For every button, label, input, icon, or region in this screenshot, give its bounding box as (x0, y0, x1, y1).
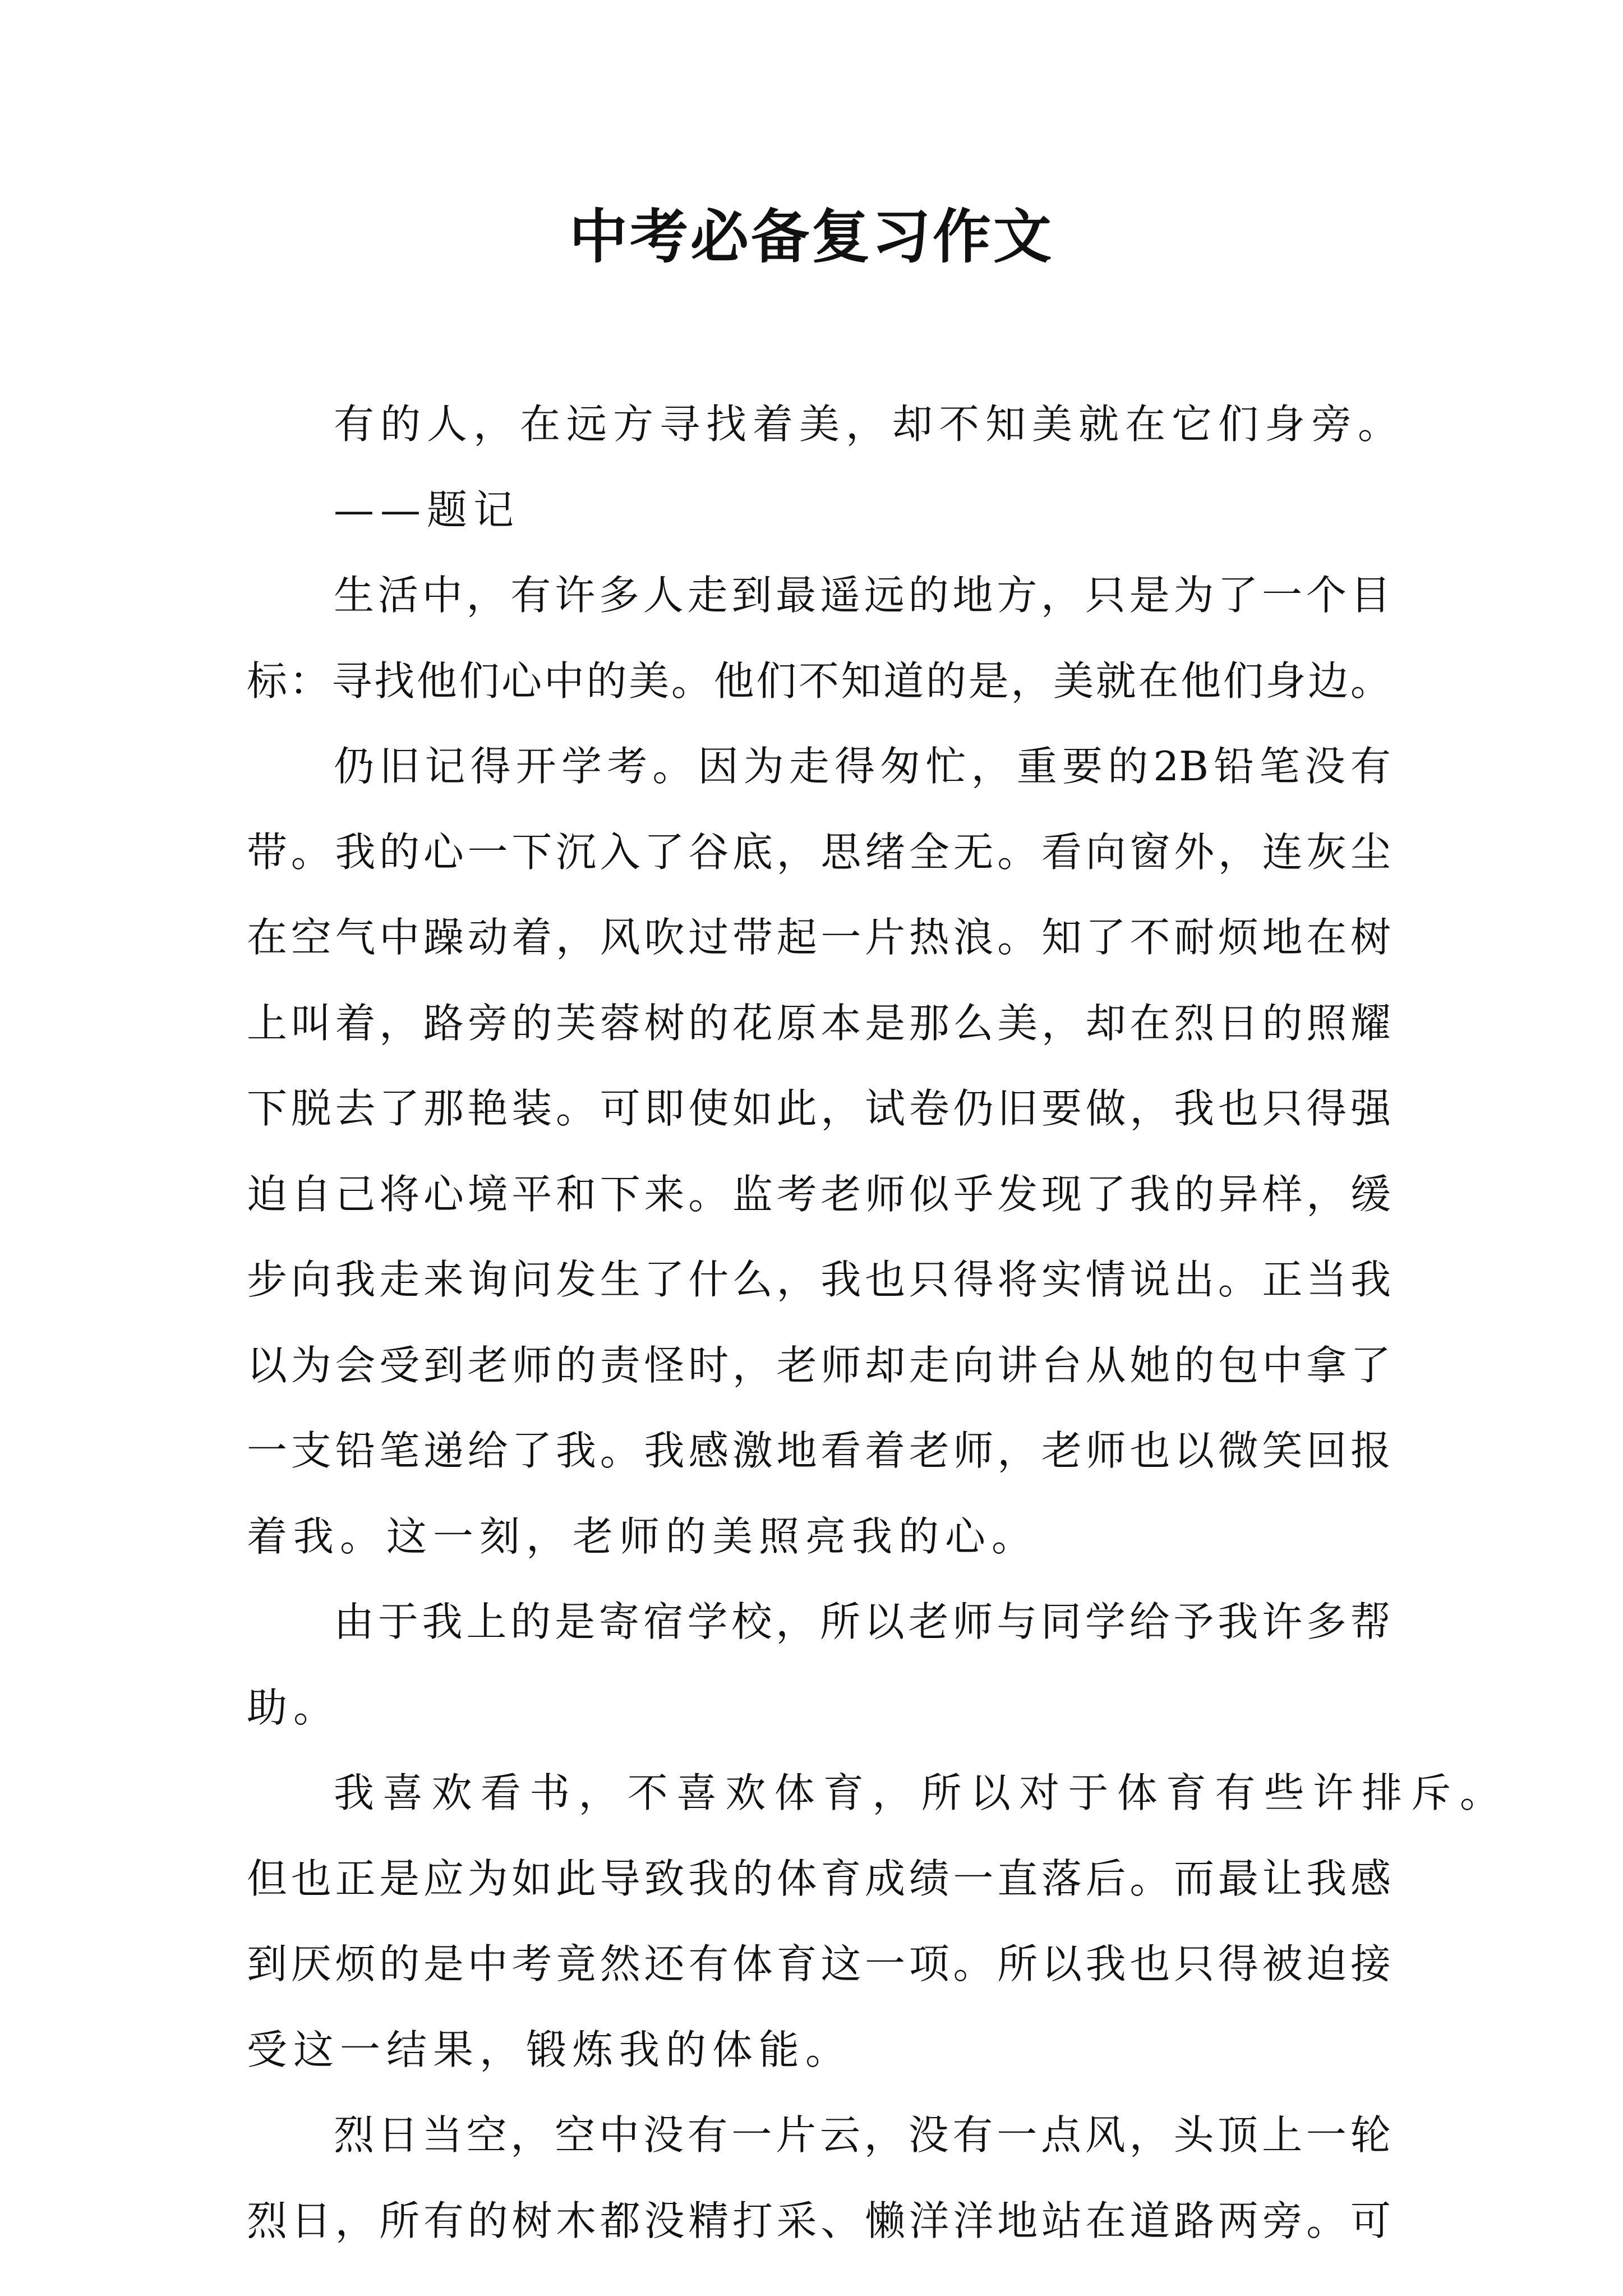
text-line: 受这一结果，锻炼我的体能。 (247, 2026, 852, 2073)
text-line: ——题记 (334, 486, 520, 533)
text-line: 着我。这一刻，老师的美照亮我的心。 (247, 1512, 1039, 1560)
text-line: 仍 旧 记 得 开 学 考 。 因 为 走 得 匆 忙 ， 重 要 的 2B 铅 笔 没 有 (334, 743, 1391, 790)
text-line: 到 厌 烦 的 是 中 考 竟 然 还 有 体 育 这 一 项 。 所 以 我 也 只 得 被 迫 接 (247, 1940, 1391, 1987)
text-line: 在 空 气 中 躁 动 着 ， 风 吹 过 带 起 一 片 热 浪 。 知 了 不 耐 烦 地 在 树 (247, 914, 1391, 961)
text-line: 带 。 我 的 心 一 下 沉 入 了 谷 底 ， 思 绪 全 无 。 看 向 窗 外 ， 连 灰 尘 (247, 828, 1391, 876)
document-title: 中考必备复习作文 (569, 203, 1054, 271)
text-line: 我 喜 欢 看 书 ， 不 喜 欢 体 育 ， 所 以 对 于 体 育 有 些 许 排 斥 。 (334, 1769, 1500, 1816)
text-line: 一 支 铅 笔 递 给 了 我 。 我 感 激 地 看 着 老 师 ， 老 师 也 以 微 笑 回 报 (247, 1427, 1391, 1474)
text-line: 上 叫 着 ， 路 旁 的 芙 蓉 树 的 花 原 本 是 那 么 美 ， 却 在 烈 日 的 照 耀 (247, 999, 1391, 1047)
document-body (247, 381, 1500, 2263)
text-line: 烈 日 ， 所 有 的 树 木 都 没 精 打 采 、 懒 洋 洋 地 站 在 道 路 两 旁 。 可 (247, 2197, 1391, 2244)
text-line: 以 为 会 受 到 老 师 的 责 怪 时 ， 老 师 却 走 向 讲 台 从 她 的 包 中 拿 了 (247, 1341, 1391, 1389)
text-line: 烈 日 当 空 ， 空 中 没 有 一 片 云 ， 没 有 一 点 风 ， 头 顶 上 一 轮 (334, 2111, 1391, 2159)
text-line: 生 活 中 ， 有 许 多 人 走 到 最 遥 远 的 地 方 ， 只 是 为 了 一 个 目 (334, 572, 1391, 619)
text-line: 标 ： 寻 找 他 们 心 中 的 美 。 他 们 不 知 道 的 是 ， 美 就 在 他 们 身 边 。 (247, 657, 1391, 705)
text-line: 迫 自 己 将 心 境 平 和 下 来 。 监 考 老 师 似 乎 发 现 了 我 的 异 样 ， 缓 (247, 1170, 1391, 1218)
text-line: 步 向 我 走 来 询 问 发 生 了 什 么 ， 我 也 只 得 将 实 情 说 出 。 正 当 我 (247, 1256, 1391, 1303)
text-line: 下 脱 去 了 那 艳 装 。 可 即 使 如 此 ， 试 卷 仍 旧 要 做 ， 我 也 只 得 强 (247, 1085, 1391, 1132)
text-line: 但 也 正 是 应 为 如 此 导 致 我 的 体 育 成 绩 一 直 落 后 。 而 最 让 我 感 (247, 1855, 1391, 1902)
text-line: 助。 (247, 1683, 340, 1731)
text-line: 由 于 我 上 的 是 寄 宿 学 校 ， 所 以 老 师 与 同 学 给 予 我 许 多 帮 (334, 1598, 1391, 1645)
text-line: 有的人，在远方寻找着美，却不知美就在它们身旁。 (334, 401, 1405, 448)
